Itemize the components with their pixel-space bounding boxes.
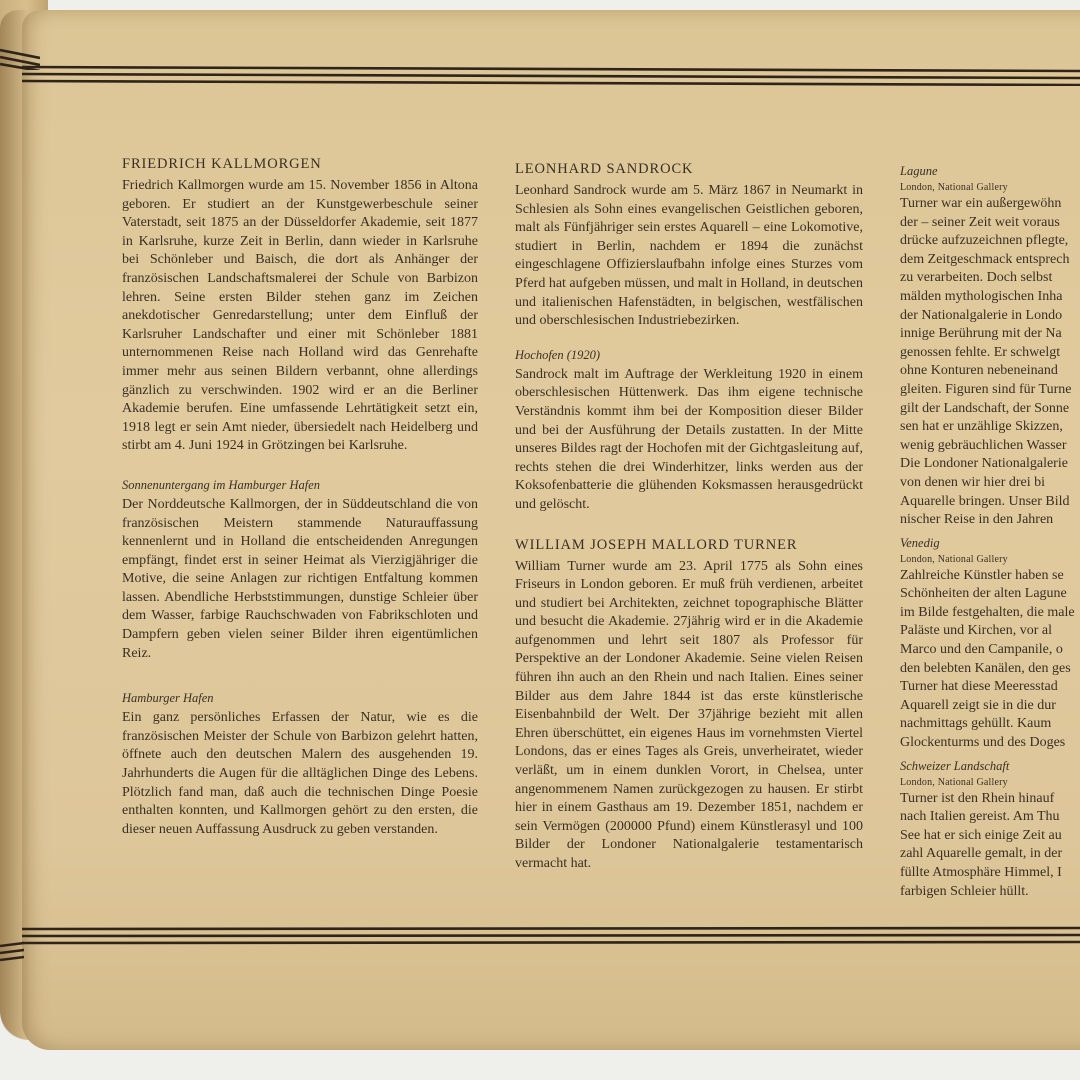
text-line: genossen fehlte. Er schwelgt [900,344,1061,360]
text-line: See hat er sich einige Zeit au [900,827,1062,843]
text-line: gilt der Landschaft, der Sonne [900,400,1070,416]
location-lagune: London, National Gallery [900,182,1008,193]
page-gutter-shadow [0,10,30,1040]
text-line: von denen wir hier drei bi [900,474,1046,490]
text-venedig [900,567,1080,753]
heading-sandrock: LEONHARD SANDROCK [515,161,694,177]
heading-kallmorgen: FRIEDRICH KALLMORGEN [122,156,322,172]
painting-title-hamburger-hafen: Hamburger Hafen [122,691,214,706]
bio-kallmorgen: Friedrich Kallmorgen wurde am 15. November 1856 in Altona geboren. Er studiert an der Kunstgewerbeschule seiner Vaterstadt, seit 1875 an der Düsseldorfer Akademie, seit 1877 in Karlsruhe, kurze Zeit in Berlin, dann wieder in Karlsruhe bei Schönleber und Baisch, die dort als Anhänger der französischen Landschaftsmalerei der Schule von Barbizon lehren. Seine ersten Bilder stehen ganz im Zeichen anekdotischer Genredarstellung; unter dem Einfluß der Karlsruher Landschafter und einer mit Schönleber 1881 unternommenen Reise nach Holland wird das Genrehafte immer mehr aus seinen Bildern verbannt, ohne allerdings gänzlich zu verschwinden. 1902 wird er an die Berliner Akademie berufen. Eine umfassende Lehrtätigkeit setzt ein, 1918 legt er sein Amt nieder, übersiedelt nach Heidelberg und stirbt am 4. Juni 1924 in Grötzingen bei Karlsruhe. [122,178,478,454]
location-venedig: London, National Gallery [900,553,1008,565]
text-line: der Nationalgalerie in Londo [900,307,1063,323]
text-line: Aquarell zeigt sie in die dur [900,697,1056,713]
text-line: nischer Reise in den Jahren [900,512,1054,528]
text-line: nach Italien gereist. Am Thu [900,809,1060,825]
text-line: gleiten. Figuren sind für Turne [900,381,1072,397]
column-kallmorgen [122,156,478,839]
painting-text-hamburger-hafen: Ein ganz persönliches Erfassen der Natur, wie es die französischen Meister der Schule von Barbizon gelehrt hatten, öffnete auch den deutschen Malern des ausgehenden 19. Jahrhunderts die Augen für die alltäglichen Dinge des Lebens. Plötzlich fand man, daß auch die technischen Dinge Poesie enthalten konnten, und Kallmorgen gehört zu den ersten, die dieser neuen Auffassung Ausdruck zu geben verstanden. [122,710,478,837]
painting-title-lagune: Lagune [900,164,938,178]
text-line: sen hat er unzählige Skizzen, [900,419,1063,435]
text-line: füllte Atmosphäre Himmel, I [900,865,1062,880]
bio-sandrock: Leonhard Sandrock wurde am 5. März 1867 in Neumarkt in Schlesien als Sohn eines evangelischen Geistlichen geboren, malt als Fünfjähriger sein erstes Aquarell – eine Lokomotive, studiert in Berlin, nachdem er 1894 die zunächst eingeschlagene Offizierslaufbahn infolge eines Sturzes vom Pferd hat aufgeben müssen, und malt in Holland, in deutschen und italienischen Hafenstädten, in belgischen, westfälischen und oberschlesischen Industriebezirken. [515,183,863,329]
painting-text-sonnenuntergang: Der Norddeutsche Kallmorgen, der in Süddeutschland die von französischen Meistern stammende Naturauffassung kennenlernt und in Holland die entscheidenden Anregungen empfängt, findet erst in seiner Heimat als Vierzigjähriger die Motive, die seine Anlagen zur richtigen Entfaltung kommen lassen. Abendliche Herbststimmungen, dunstige Schleier über dem Wasser, farbige Rauchschwaden von Fabrikschloten und Dampfern geben vielen seiner Bilder ihren eigentümlichen Reiz. [122,496,478,661]
heading-turner: WILLIAM JOSEPH MALLORD TURNER [515,536,798,553]
location-schweizer-landschaft: London, National Gallery [900,776,1008,788]
text-line: Paläste und Kirchen, vor al [900,623,1053,639]
text-line: dem Zeitgeschmack entsprech [900,251,1070,267]
text-line: Schönheiten der alten Lagune [900,586,1067,602]
text-line: Turner ist den Rhein hinauf [900,790,1055,806]
text-line: im Bilde festgehalten, die male [900,604,1075,620]
painting-title-venedig: Venedig [900,535,940,550]
text-line: nachmittags gehüllt. Kaum [900,716,1052,732]
text-line: Zahlreiche Künstler haben se [900,567,1064,583]
text-line: farbigen Schleier hüllt. [900,883,1029,899]
bottom-border-rule [22,925,1080,947]
text-line: Die Londoner Nationalgalerie [900,456,1068,472]
text-schweizer-landschaft [900,790,1080,902]
text-line: drücke aufzuzeichnen pflegte, [900,233,1069,249]
text-line: Aquarelle bringen. Unser Bild [900,493,1070,509]
text-line: Turner war ein außergewöhn [900,196,1062,211]
column-sandrock-turner [515,161,863,874]
text-line: der – seiner Zeit weit voraus [900,214,1060,230]
text-line: den belebten Kanälen, den ges [900,660,1071,676]
top-border-rule [22,64,1080,86]
text-line: Marco und den Campanile, o [900,642,1063,658]
painting-title-schweizer-landschaft: Schweizer Landschaft [900,758,1010,773]
text-line: Turner hat diese Meeresstad [900,679,1058,695]
painting-title-hochofen: Hochofen (1920) [515,347,601,362]
bio-turner: William Turner wurde am 23. April 1775 als Sohn eines Friseurs in London geboren. Er muß früh verdienen, arbeitet und studiert bei Architekten, zeichnet topographische Blätter und besucht die Akademie. 27jährig wird er in die Akademie aufgenommen und lehrt seit 1807 als Professor für Perspektive an der Londoner Akademie. Seine vielen Reisen führen ihn auch an den Rhein und nach Italien. Eines seiner Bilder aus dem Jahre 1844 ist das erste künstlerische Eisenbahnbild der Welt. Der 37jährige bezieht mit allen Ehren überschüttet, ein eigenes Haus im vornehmsten Viertel Londons, das er eines Tages als Greis, unverheiratet, wieder verläßt, um in einem dunklen Vorort, in Chelsea, unter angenommenem Namen zurückgezogen zu hausen. Er stirbt hier in einem Gasthaus am 19. Dezember 1851, nachdem er sein Vermögen (200000 Pfund) einem Künstlerasyl und 100 Bilder der Londoner Nationalgalerie testamentarisch vermacht hat. [515,558,863,871]
text-line: Glockenturms und des Doges [900,735,1066,751]
painting-title-sonnenuntergang: Sonnenuntergang im Hamburger Hafen [122,477,321,492]
text-line: zahl Aquarelle gemalt, in der [900,846,1063,862]
painting-text-hochofen: Sandrock malt im Auftrage der Werkleitung 1920 in einem oberschlesischen Hüttenwerk. Das ihm eigene technische Verständnis kommt ihm bei der Komposition dieser Bilder und bei der Ausführung der Details zustatten. In der Mitte unseres Bildes ragt der Hochofen mit der Gichtgasleitung auf, rechts stehen die drei Winderhitzer, links werden aus der Koksofenbatterie die glühenden Koksmassen herausgedrückt und gelöscht. [515,366,863,512]
bottom-border-rule-left-page [0,940,24,962]
text-line: zu verarbeiten. Doch selbst [900,270,1053,286]
text-line: mälden mythologischen Inha [900,288,1063,304]
text-line: ohne Konturen nebeneinand [900,363,1058,379]
text-line: innige Berührung mit der Na [900,326,1062,342]
top-border-rule-left-page [0,48,40,70]
column-turner-paintings [900,164,1080,901]
text-line: wenig gebräuchlichen Wasser [900,437,1067,453]
text-lagune [900,195,1080,530]
